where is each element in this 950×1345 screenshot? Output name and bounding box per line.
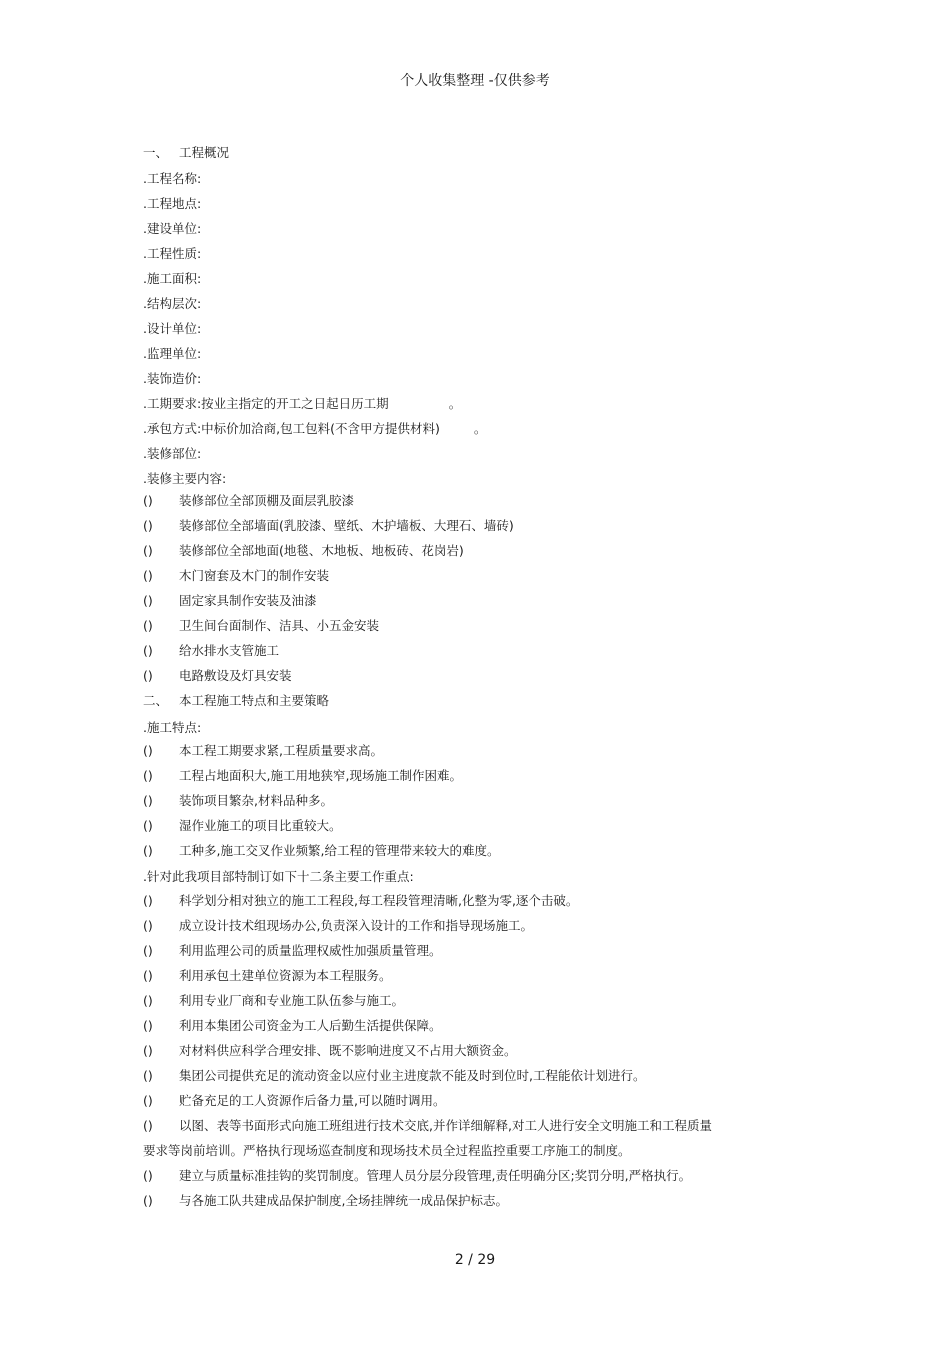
list-item-text: 工程占地面积大,施工用地狭窄,现场施工制作困难。: [179, 768, 462, 783]
info-line: .装修主要内容:: [143, 471, 227, 486]
list-item-text: 建立与质量标准挂钩的奖罚制度。管理人员分层分段管理,责任明确分区;奖罚分明,严格执行。: [179, 1168, 692, 1183]
bullet-mark: (): [143, 1093, 153, 1108]
list-item: [143, 968, 392, 984]
info-line-contract: [143, 421, 486, 437]
list-item-text: 电路敷设及灯具安装: [179, 668, 292, 683]
list-item-text: 与各施工队共建成品保护制度,全场挂牌统一成品保护标志。: [179, 1193, 508, 1208]
list-item: [143, 1193, 508, 1209]
list-item-text: 科学划分相对独立的施工工程段,每工程段管理清晰,化整为零,逐个击破。: [179, 893, 579, 908]
list-item: [143, 893, 578, 909]
list-item: [143, 993, 404, 1009]
list-item: [143, 1043, 517, 1059]
list-item: [143, 793, 333, 809]
info-line: .结构层次:: [143, 296, 202, 311]
list-item: [143, 493, 354, 509]
bullet-mark: (): [143, 843, 153, 858]
subsection-heading: .施工特点:: [143, 720, 202, 735]
section-number: 一、: [143, 145, 169, 160]
bullet-mark: (): [143, 793, 153, 808]
list-item-text: 以图、表等书面形式向施工班组进行技术交底,并作详细解释,对工人进行安全文明施工和工程质量: [179, 1118, 712, 1133]
bullet-mark: (): [143, 518, 153, 533]
list-item-text: 集团公司提供充足的流动资金以应付业主进度款不能及时到位时,工程能依计划进行。: [179, 1068, 646, 1083]
bullet-mark: (): [143, 493, 153, 508]
info-line: .施工面积:: [143, 271, 202, 286]
list-item-text: 装修部位全部顶棚及面层乳胶漆: [179, 493, 355, 508]
bullet-mark: (): [143, 1043, 153, 1058]
section-heading-2: [143, 693, 329, 709]
bullet-mark: (): [143, 918, 153, 933]
info-line: .设计单位:: [143, 321, 202, 336]
bullet-mark: (): [143, 768, 153, 783]
list-item: [143, 543, 464, 559]
subsection-heading: .针对此我项目部特制订如下十二条主要工作重点:: [143, 869, 414, 884]
list-item: [143, 918, 533, 934]
bullet-mark: (): [143, 993, 153, 1008]
info-line: .装饰造价:: [143, 371, 202, 386]
list-item: [143, 593, 317, 609]
list-item: [143, 518, 514, 534]
page-header: 个人收集整理 -仅供参考: [400, 73, 550, 89]
list-item: [143, 1068, 645, 1084]
list-item-text: 工种多,施工交叉作业频繁,给工程的管理带来较大的难度。: [179, 843, 500, 858]
info-period: 。: [473, 421, 487, 436]
bullet-mark: (): [143, 818, 153, 833]
info-line: .工程性质:: [143, 246, 202, 261]
list-item-text: 木门窗套及木门的制作安装: [179, 568, 330, 583]
list-item: [143, 1118, 712, 1134]
bullet-mark: (): [143, 1018, 153, 1033]
bullet-mark: (): [143, 543, 153, 558]
list-item-text: 对材料供应科学合理安排、既不影响进度又不占用大额资金。: [179, 1043, 517, 1058]
list-item-text: 利用监理公司的质量监理权威性加强质量管理。: [179, 943, 442, 958]
list-item: [143, 768, 462, 784]
list-item: [143, 843, 499, 859]
bullet-mark: (): [143, 668, 153, 683]
section-number: 二、: [143, 693, 169, 708]
info-line: .建设单位:: [143, 221, 202, 236]
list-item-text: 成立设计技术组现场办公,负责深入设计的工作和指导现场施工。: [179, 918, 533, 933]
list-item: [143, 1018, 442, 1034]
list-item: [143, 618, 379, 634]
info-text: .承包方式:中标价加洽商,包工包料(不含甲方提供材料): [143, 421, 440, 436]
bullet-mark: (): [143, 1118, 153, 1133]
bullet-mark: (): [143, 943, 153, 958]
list-item: [143, 743, 383, 759]
info-line-schedule: [143, 396, 461, 412]
section-title: 工程概况: [179, 145, 230, 160]
list-item: [143, 643, 279, 659]
list-item: [143, 1093, 445, 1109]
list-item-text: 固定家具制作安装及油漆: [179, 593, 317, 608]
list-item-text: 卫生间台面制作、洁具、小五金安装: [179, 618, 380, 633]
list-item-text: 贮备充足的工人资源作后备力量,可以随时调用。: [179, 1093, 446, 1108]
list-item: [143, 818, 342, 834]
bullet-mark: (): [143, 743, 153, 758]
page-number: 2 / 29: [454, 1252, 496, 1268]
info-period: 。: [448, 396, 462, 411]
section-heading-1: [143, 145, 229, 161]
list-item-text: 装饰项目繁杂,材料品种多。: [179, 793, 333, 808]
bullet-mark: (): [143, 618, 153, 633]
info-line: .装修部位:: [143, 446, 202, 461]
bullet-mark: (): [143, 1068, 153, 1083]
info-text: .工期要求:按业主指定的开工之日起日历工期: [143, 396, 389, 411]
bullet-mark: (): [143, 568, 153, 583]
info-line: .工程地点:: [143, 196, 202, 211]
bullet-mark: (): [143, 968, 153, 983]
section-title: 本工程施工特点和主要策略: [179, 693, 330, 708]
info-line: .监理单位:: [143, 346, 202, 361]
list-item-text: 给水排水支管施工: [179, 643, 280, 658]
list-item: [143, 668, 292, 684]
bullet-mark: (): [143, 893, 153, 908]
list-item-text: 利用承包土建单位资源为本工程服务。: [179, 968, 392, 983]
list-item-text: 利用本集团公司资金为工人后勤生活提供保障。: [179, 1018, 442, 1033]
list-item-text: 湿作业施工的项目比重较大。: [179, 818, 342, 833]
list-item-continuation: 要求等岗前培训。严格执行现场巡查制度和现场技术员全过程监控重要工序施工的制度。: [143, 1143, 631, 1158]
bullet-mark: (): [143, 593, 153, 608]
list-item: [143, 943, 442, 959]
list-item: [143, 568, 329, 584]
list-item-text: 装修部位全部墙面(乳胶漆、壁纸、木护墙板、大理石、墙砖): [179, 518, 514, 533]
list-item-text: 本工程工期要求紧,工程质量要求高。: [179, 743, 383, 758]
list-item-text: 利用专业厂商和专业施工队伍参与施工。: [179, 993, 405, 1008]
info-line: .工程名称:: [143, 171, 202, 186]
bullet-mark: (): [143, 1168, 153, 1183]
bullet-mark: (): [143, 1193, 153, 1208]
list-item-text: 装修部位全部地面(地毯、木地板、地板砖、花岗岩): [179, 543, 464, 558]
list-item: [143, 1168, 691, 1184]
bullet-mark: (): [143, 643, 153, 658]
